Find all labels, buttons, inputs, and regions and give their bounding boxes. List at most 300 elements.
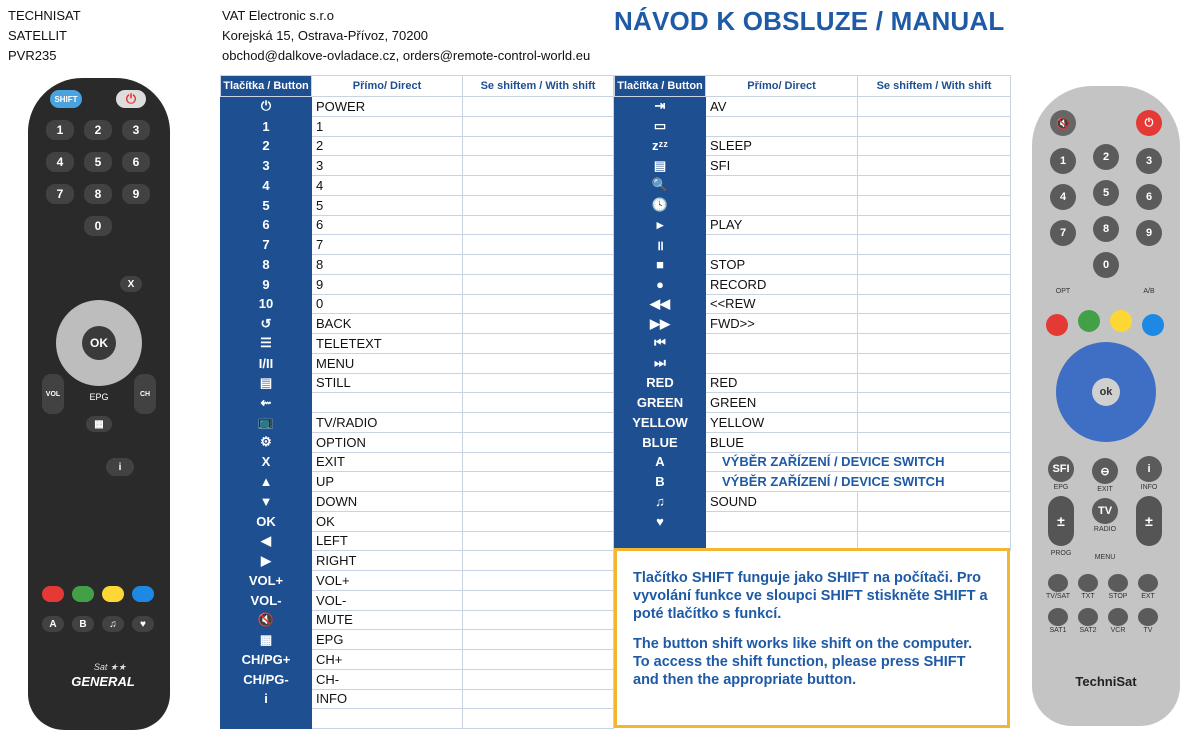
brand-text: TECHNISAT: [8, 8, 81, 23]
green-key: [1078, 310, 1100, 332]
power-icon: ⏻: [1136, 110, 1162, 136]
source-key-label: TXT: [1081, 593, 1095, 600]
direct-cell: MUTE: [312, 610, 463, 630]
epg-label: EPG: [1053, 484, 1069, 491]
direct-cell: RED: [706, 373, 858, 393]
shift-cell: [463, 294, 614, 314]
table-row: [615, 136, 1011, 156]
table-row: [615, 511, 1011, 531]
direct-cell: 0: [312, 294, 463, 314]
direct-cell: SLEEP: [706, 136, 858, 156]
epg-icon: ▦: [86, 416, 112, 432]
direct-cell: BACK: [312, 314, 463, 334]
logo-sat: Sat ★★: [93, 662, 127, 672]
direct-cell: 6: [312, 215, 463, 235]
shift-cell: [858, 373, 1011, 393]
direct-cell: 8: [312, 255, 463, 275]
shift-cell: [463, 669, 614, 689]
general-logo: GENERAL: [71, 674, 135, 689]
direct-cell: TELETEXT: [312, 334, 463, 354]
table-row: [221, 650, 614, 670]
key-4: 4: [46, 152, 74, 172]
source-key: [1048, 574, 1068, 592]
button-cell: I/II: [221, 353, 312, 373]
button-cell: VOL-: [221, 590, 312, 610]
direct-cell: [706, 353, 858, 373]
shift-cell: [858, 215, 1011, 235]
abc-key: ♥: [132, 616, 154, 632]
direct-cell: [706, 116, 858, 136]
button-cell: GREEN: [615, 393, 706, 413]
table-row: [615, 393, 1011, 413]
direct-cell: DOWN: [312, 492, 463, 512]
direct-cell: CH-: [312, 669, 463, 689]
key-0: 0: [1093, 252, 1119, 278]
company-info: [222, 6, 590, 66]
shift-cell: [463, 551, 614, 571]
shift-cell: [463, 630, 614, 650]
button-cell: ●: [615, 274, 706, 294]
button-cell: 6: [221, 215, 312, 235]
shift-cell: [858, 492, 1011, 512]
model-text: PVR235: [8, 48, 57, 63]
direct-cell: [706, 511, 858, 531]
table-row: [221, 373, 614, 393]
table-row: [221, 689, 614, 709]
prog-label: PROG: [1050, 550, 1072, 557]
shift-cell: [858, 511, 1011, 531]
opt-label: OPT: [1055, 288, 1071, 295]
shift-cell: [463, 571, 614, 591]
direct-cell: RIGHT: [312, 551, 463, 571]
shift-cell: [858, 156, 1011, 176]
shift-cell: [858, 393, 1011, 413]
table-row: [615, 97, 1011, 117]
table-row: [221, 294, 614, 314]
shift-cell: [463, 97, 614, 117]
shift-cell: [463, 610, 614, 630]
direct-cell: 9: [312, 274, 463, 294]
shift-cell: [463, 353, 614, 373]
button-cell: CH/PG-: [221, 669, 312, 689]
table-row: [221, 472, 614, 492]
company-contact: obchod@dalkove-ovladace.cz, orders@remote-control-world.eu: [222, 48, 591, 63]
vol-rocker: ±: [1136, 496, 1162, 546]
button-cell: ⚙: [221, 432, 312, 452]
shift-cell: [463, 452, 614, 472]
key-2: 2: [1093, 144, 1119, 170]
source-key: [1108, 574, 1128, 592]
page-title: NÁVOD K OBSLUZE / MANUAL: [614, 6, 1005, 36]
direct-cell: [312, 709, 463, 729]
source-key: [1078, 608, 1098, 626]
table-row: [615, 432, 1011, 452]
key-3: 3: [1136, 148, 1162, 174]
button-cell: ▤: [221, 373, 312, 393]
button-cell: ◀◀: [615, 294, 706, 314]
table-row: [221, 215, 614, 235]
button-cell: 🔇: [221, 610, 312, 630]
shift-cell: [463, 156, 614, 176]
shift-note-en: The button shift works like shift on the computer. To access the shift function, please press SHIFT and then the appropriate button.: [633, 636, 973, 688]
direct-cell: VOL-: [312, 590, 463, 610]
direct-cell: SFI: [706, 156, 858, 176]
source-key-label: VCR: [1110, 627, 1126, 634]
direct-cell: 4: [312, 176, 463, 196]
abc-key: B: [72, 616, 94, 632]
button-cell: 8: [221, 255, 312, 275]
col-header-direct: Přímo/ Direct: [312, 76, 463, 97]
source-key: [1138, 574, 1158, 592]
shift-cell: [858, 274, 1011, 294]
button-cell: ⏭: [615, 353, 706, 373]
ch-key: CH: [134, 374, 156, 414]
radio-label: RADIO: [1093, 526, 1117, 533]
button-cell: A: [615, 452, 706, 472]
company-address: Korejská 15, Ostrava-Přívoz, 70200: [222, 28, 428, 43]
source-key-label: TV: [1143, 627, 1153, 634]
table-row: [221, 610, 614, 630]
company-name: VAT Electronic s.r.o: [222, 8, 334, 23]
button-cell: ⇜: [221, 393, 312, 413]
table-row: [615, 116, 1011, 136]
key-0: 0: [84, 216, 112, 236]
shift-cell: [463, 235, 614, 255]
direct-cell: BLUE: [706, 432, 858, 452]
button-cell: X: [221, 452, 312, 472]
table-row: [615, 413, 1011, 433]
col-header-shift: Se shiftem / With shift: [858, 76, 1011, 97]
direct-cell: PLAY: [706, 215, 858, 235]
direct-cell: YELLOW: [706, 413, 858, 433]
empty-row: [221, 709, 614, 729]
ab-label: A/B: [1143, 288, 1155, 295]
table-row: [221, 235, 614, 255]
button-cell: [221, 709, 312, 729]
yellow-key: [1110, 310, 1132, 332]
direct-cell: [312, 393, 463, 413]
blue-key: [132, 586, 154, 602]
button-table-right: [614, 75, 1011, 551]
table-row: [615, 156, 1011, 176]
button-cell: 🕓: [615, 195, 706, 215]
shift-cell: [463, 116, 614, 136]
abc-key: ♫: [102, 616, 124, 632]
direct-cell: UP: [312, 472, 463, 492]
table-row: [615, 314, 1011, 334]
category-text: SATELLIT: [8, 28, 68, 43]
button-cell: zᶻᶻ: [615, 136, 706, 156]
dpad-ring: [56, 300, 142, 386]
button-cell: ▸: [615, 215, 706, 235]
ok-key: ok: [1092, 378, 1120, 406]
shift-cell: [463, 195, 614, 215]
source-key: [1078, 574, 1098, 592]
shift-cell: [463, 689, 614, 709]
table-row: [615, 472, 1011, 492]
shift-cell: [858, 255, 1011, 275]
table-row: [615, 452, 1011, 472]
button-cell: 4: [221, 176, 312, 196]
shift-cell: [463, 334, 614, 354]
button-cell: B: [615, 472, 706, 492]
remote-technisat-image: [1032, 86, 1180, 726]
table-row: [221, 176, 614, 196]
button-cell: 2: [221, 136, 312, 156]
shift-cell: [463, 590, 614, 610]
shift-cell: [858, 116, 1011, 136]
table-row: [221, 432, 614, 452]
table-row: [221, 353, 614, 373]
shift-cell: [858, 195, 1011, 215]
epg-label: EPG: [89, 392, 109, 402]
shift-cell: [858, 176, 1011, 196]
key-5: 5: [84, 152, 112, 172]
key-3: 3: [122, 120, 150, 140]
table-row: [221, 274, 614, 294]
direct-cell: LEFT: [312, 531, 463, 551]
direct-cell: 7: [312, 235, 463, 255]
source-key: [1138, 608, 1158, 626]
direct-cell: 1: [312, 116, 463, 136]
shift-cell: [858, 334, 1011, 354]
button-cell: 1: [221, 116, 312, 136]
table-row: [221, 669, 614, 689]
table-row: [615, 294, 1011, 314]
col-header-shift: Se shiftem / With shift: [463, 76, 614, 97]
direct-cell: MENU: [312, 353, 463, 373]
button-cell: ♫: [615, 492, 706, 512]
button-table-left: [220, 75, 614, 729]
button-cell: ♥: [615, 511, 706, 531]
info-key: i: [1136, 456, 1162, 482]
source-key-label: EXT: [1141, 593, 1155, 600]
direct-cell: 2: [312, 136, 463, 156]
source-key-label: STOP: [1108, 593, 1128, 600]
button-cell: 9: [221, 274, 312, 294]
shift-cell: [858, 97, 1011, 117]
direct-cell: INFO: [312, 689, 463, 709]
table-row: [221, 116, 614, 136]
exit-label: EXIT: [1097, 486, 1113, 493]
shift-cell: [858, 136, 1011, 156]
table-row: [221, 551, 614, 571]
shift-cell: [858, 294, 1011, 314]
source-key: [1048, 608, 1068, 626]
source-key-label: TV/SAT: [1046, 593, 1070, 600]
table-row: [615, 215, 1011, 235]
menu-label: MENU: [1094, 554, 1116, 561]
remote-general-image: [28, 78, 170, 730]
table-row: [221, 97, 614, 117]
table-row: [221, 156, 614, 176]
blue-key: [1142, 314, 1164, 336]
shift-cell: [463, 709, 614, 729]
table-row: [221, 452, 614, 472]
shift-cell: [463, 215, 614, 235]
direct-cell: EXIT: [312, 452, 463, 472]
table-row: [221, 571, 614, 591]
device-switch-cell: VÝBĚR ZAŘÍZENÍ / DEVICE SWITCH: [706, 452, 1011, 472]
button-cell: ▲: [221, 472, 312, 492]
direct-cell: STILL: [312, 373, 463, 393]
button-cell: 3: [221, 156, 312, 176]
col-header-button: Tlačítka / Button: [221, 76, 312, 97]
button-cell: ▶: [221, 551, 312, 571]
shift-cell: [463, 274, 614, 294]
shift-cell: [463, 511, 614, 531]
table-row: [221, 531, 614, 551]
shift-cell: [858, 314, 1011, 334]
direct-cell: POWER: [312, 97, 463, 117]
button-cell: ⏮: [615, 334, 706, 354]
table-row: [221, 314, 614, 334]
shift-cell: [463, 393, 614, 413]
key-6: 6: [122, 152, 150, 172]
button-cell: 7: [221, 235, 312, 255]
button-cell: RED: [615, 373, 706, 393]
key-9: 9: [1136, 220, 1162, 246]
shift-cell: [463, 373, 614, 393]
source-key: [1108, 608, 1128, 626]
exit-key: ⊖: [1092, 458, 1118, 484]
key-7: 7: [46, 184, 74, 204]
table-row: [615, 176, 1011, 196]
shift-cell: [463, 650, 614, 670]
shift-cell: [858, 413, 1011, 433]
ok-key: OK: [82, 326, 116, 360]
direct-cell: EPG: [312, 630, 463, 650]
table-row: [615, 492, 1011, 512]
direct-cell: CH+: [312, 650, 463, 670]
source-key-label: SAT2: [1079, 627, 1097, 634]
table-row: [221, 255, 614, 275]
yellow-key: [102, 586, 124, 602]
button-cell: CH/PG+: [221, 650, 312, 670]
table-row: [221, 492, 614, 512]
direct-cell: <<REW: [706, 294, 858, 314]
direct-cell: TV/RADIO: [312, 413, 463, 433]
button-cell: ◀: [221, 531, 312, 551]
shift-cell: [463, 531, 614, 551]
table-row: [221, 630, 614, 650]
button-cell: VOL+: [221, 571, 312, 591]
dpad-ring: [1056, 342, 1156, 442]
device-switch-cell: VÝBĚR ZAŘÍZENÍ / DEVICE SWITCH: [706, 472, 1011, 492]
button-cell: ↺: [221, 314, 312, 334]
direct-cell: OPTION: [312, 432, 463, 452]
technisat-logo: TechniSat: [1075, 674, 1137, 689]
prog-rocker: ±: [1048, 496, 1074, 546]
button-cell: ▭: [615, 116, 706, 136]
shift-cell: [463, 432, 614, 452]
col-header-direct: Přímo/ Direct: [706, 76, 858, 97]
table-row: [221, 136, 614, 156]
button-cell: BLUE: [615, 432, 706, 452]
button-cell: YELLOW: [615, 413, 706, 433]
table-row: [615, 334, 1011, 354]
direct-cell: [706, 235, 858, 255]
button-cell: 📺: [221, 413, 312, 433]
table-row: [615, 195, 1011, 215]
key-1: 1: [46, 120, 74, 140]
direct-cell: OK: [312, 511, 463, 531]
shift-cell: [463, 492, 614, 512]
direct-cell: 5: [312, 195, 463, 215]
table-header: [221, 76, 614, 97]
button-cell: OK: [221, 511, 312, 531]
shift-note-cz: Tlačítko SHIFT funguje jako SHIFT na počítači. Pro vyvolání funkce ve sloupci SHIFT stiskněte SHIFT a poté tlačítko s funkcí.: [633, 570, 988, 622]
direct-cell: [706, 176, 858, 196]
sfi-key: SFI: [1048, 456, 1074, 482]
direct-cell: AV: [706, 97, 858, 117]
table-row: [221, 334, 614, 354]
button-cell: 🔍: [615, 176, 706, 196]
key-9: 9: [122, 184, 150, 204]
key-4: 4: [1050, 184, 1076, 210]
red-key: [42, 586, 64, 602]
green-key: [72, 586, 94, 602]
shift-cell: [463, 413, 614, 433]
button-cell: ▦: [221, 630, 312, 650]
direct-cell: [706, 195, 858, 215]
table-row: [615, 274, 1011, 294]
key-5: 5: [1093, 180, 1119, 206]
button-cell: 10: [221, 294, 312, 314]
direct-cell: VOL+: [312, 571, 463, 591]
x-key: X: [120, 276, 142, 292]
button-cell: 5: [221, 195, 312, 215]
table-row: [615, 353, 1011, 373]
tv-key: TV: [1092, 498, 1118, 524]
direct-cell: RECORD: [706, 274, 858, 294]
key-6: 6: [1136, 184, 1162, 210]
direct-cell: 3: [312, 156, 463, 176]
col-header-button: Tlačítka / Button: [615, 76, 706, 97]
red-key: [1046, 314, 1068, 336]
source-key-label: SAT1: [1049, 627, 1067, 634]
direct-cell: GREEN: [706, 393, 858, 413]
direct-cell: SOUND: [706, 492, 858, 512]
table-row: [615, 373, 1011, 393]
table-row: [221, 413, 614, 433]
shift-cell: [463, 472, 614, 492]
table-row: [221, 511, 614, 531]
button-cell: ॥: [615, 235, 706, 255]
button-cell: i: [221, 689, 312, 709]
shift-cell: [463, 176, 614, 196]
key-8: 8: [84, 184, 112, 204]
button-cell: ▶▶: [615, 314, 706, 334]
mute-icon: 🔇: [1050, 110, 1076, 136]
table-row: [221, 590, 614, 610]
power-icon: ⏻: [116, 90, 146, 108]
shift-note: [614, 548, 1010, 728]
button-cell: ■: [615, 255, 706, 275]
shift-cell: [858, 353, 1011, 373]
table-row: [221, 393, 614, 413]
shift-cell: [463, 136, 614, 156]
device-info: [8, 6, 81, 66]
shift-cell: [463, 314, 614, 334]
direct-cell: FWD>>: [706, 314, 858, 334]
button-cell: ☰: [221, 334, 312, 354]
key-7: 7: [1050, 220, 1076, 246]
key-2: 2: [84, 120, 112, 140]
abc-key: A: [42, 616, 64, 632]
table-row: [221, 195, 614, 215]
key-1: 1: [1050, 148, 1076, 174]
